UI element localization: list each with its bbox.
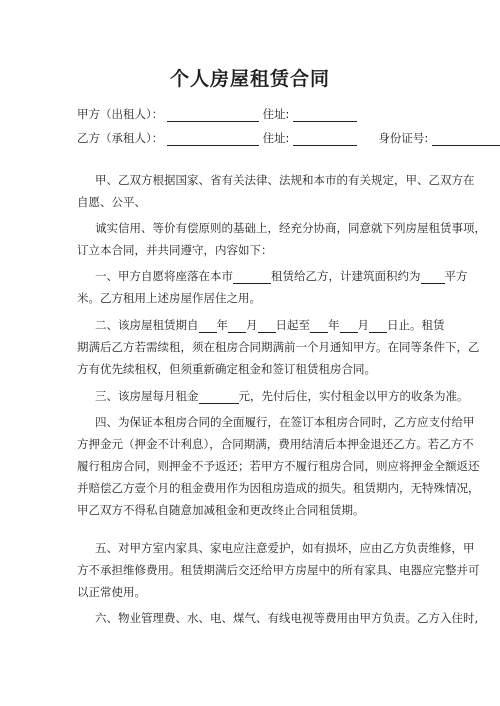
page-title: 个人房屋租赁合同 — [169, 68, 330, 90]
clause-4-line-3: 履行租房合同，则押金不予返还；若甲方不履行租房合同，则应将押金全额返还 — [77, 459, 480, 473]
party-b-id-label: 身份证号: — [378, 131, 429, 145]
rent-blank[interactable] — [199, 391, 239, 404]
party-a-label: 甲方（出租人）： — [77, 107, 164, 121]
para-2-line-2: 订立本合同，并共同遵守，内容如下： — [77, 243, 273, 257]
start-year-blank[interactable] — [199, 320, 217, 333]
clause-6-line-1: 六、物业管理费、水、电、煤气、有线电视等费用由甲方负责。乙方入住时, — [95, 611, 479, 625]
end-day-label: 日止。租赁 — [387, 318, 445, 332]
clause-5-line-3: 以正常使用。 — [77, 585, 146, 599]
start-month-blank[interactable] — [228, 320, 246, 333]
clause-1-line-1 — [95, 268, 468, 284]
clause-1-line-2: 米。乙方租用上述房屋作居住之用。 — [77, 291, 261, 305]
party-a-line — [77, 106, 357, 122]
end-month-blank[interactable] — [340, 320, 358, 333]
para-2-line-1: 诚实信用、等价有偿原则的基础上，经充分协商，同意就下列房屋租赁事项， — [95, 221, 486, 235]
clause-4-line-4: 并赔偿乙方壹个月的租金费用作为因租房造成的损失。租赁期内，无特殊情况， — [77, 481, 480, 495]
clause-4-line-5: 甲乙双方不得私自随意加减租金和更改终止合同租赁期。 — [77, 503, 365, 517]
end-year-label: 年 — [328, 318, 340, 332]
clause-3-text-a: 三、该房屋每月租金 — [95, 389, 199, 403]
end-day-blank[interactable] — [369, 320, 387, 333]
location-blank[interactable] — [233, 271, 271, 284]
party-b-label: 乙方（承租人）： — [77, 131, 164, 145]
clause-3-line — [95, 388, 469, 404]
start-day-blank[interactable] — [258, 320, 276, 333]
party-a-address-blank[interactable] — [293, 108, 357, 122]
clause-5-line-2: 方不承担维修费用。租赁期满后交还给甲方房屋中的所有家具、电器应完整并可 — [77, 563, 480, 577]
clause-3-text-b: 元，先付后住，实付租金以甲方的收条为准。 — [238, 389, 469, 403]
party-b-name-blank[interactable] — [167, 132, 259, 146]
party-b-address-label: 住址: — [262, 131, 290, 145]
party-b-address-blank[interactable] — [293, 132, 357, 146]
end-month-label: 月 — [357, 318, 369, 332]
clause-2-line-1 — [95, 317, 445, 333]
clause-1-text-c: 平方 — [444, 269, 468, 283]
clause-2-line-3: 方有优先续租权，但须重新确定租金和签订租赁租房合同。 — [77, 362, 376, 376]
party-a-address-label: 住址: — [262, 107, 290, 121]
clause-4-line-2: 方押金元（押金不计利息），合同期满，费用结清后本押金退还乙方。若乙方不 — [77, 437, 474, 451]
clause-1-text-a: 一、甲方自愿将座落在本市 — [95, 269, 233, 283]
clause-5-line-1: 五、对甲方室内家具、家电应注意爱护，如有损坏，应由乙方负责维修，甲 — [95, 541, 475, 555]
start-day-label: 日起至 — [275, 318, 310, 332]
para-1-line-2: 自愿、公平、 — [77, 195, 146, 209]
clause-4-line-1: 四、为保证本租房合同的全面履行，在签订本租房合同时，乙方应支付给甲 — [95, 415, 475, 429]
clause-2-text-a: 二、该房屋租赁期自 — [95, 318, 199, 332]
party-b-line — [77, 130, 500, 146]
start-year-label: 年 — [216, 318, 228, 332]
para-1-line-1: 甲、乙双方根据国家、省有关法律、法规和本市的有关规定，甲、乙双方在 — [95, 173, 475, 187]
clause-2-line-2: 期满后乙方若需续租，须在租房合同期满前一个月通知甲方。在同等条件下，乙 — [77, 340, 480, 354]
end-year-blank[interactable] — [310, 320, 328, 333]
clause-1-text-b: 租赁给乙方，计建筑面积约为 — [271, 269, 421, 283]
party-a-name-blank[interactable] — [167, 108, 259, 122]
area-blank[interactable] — [421, 271, 445, 284]
party-b-id-blank[interactable] — [432, 132, 500, 146]
start-month-label: 月 — [246, 318, 258, 332]
